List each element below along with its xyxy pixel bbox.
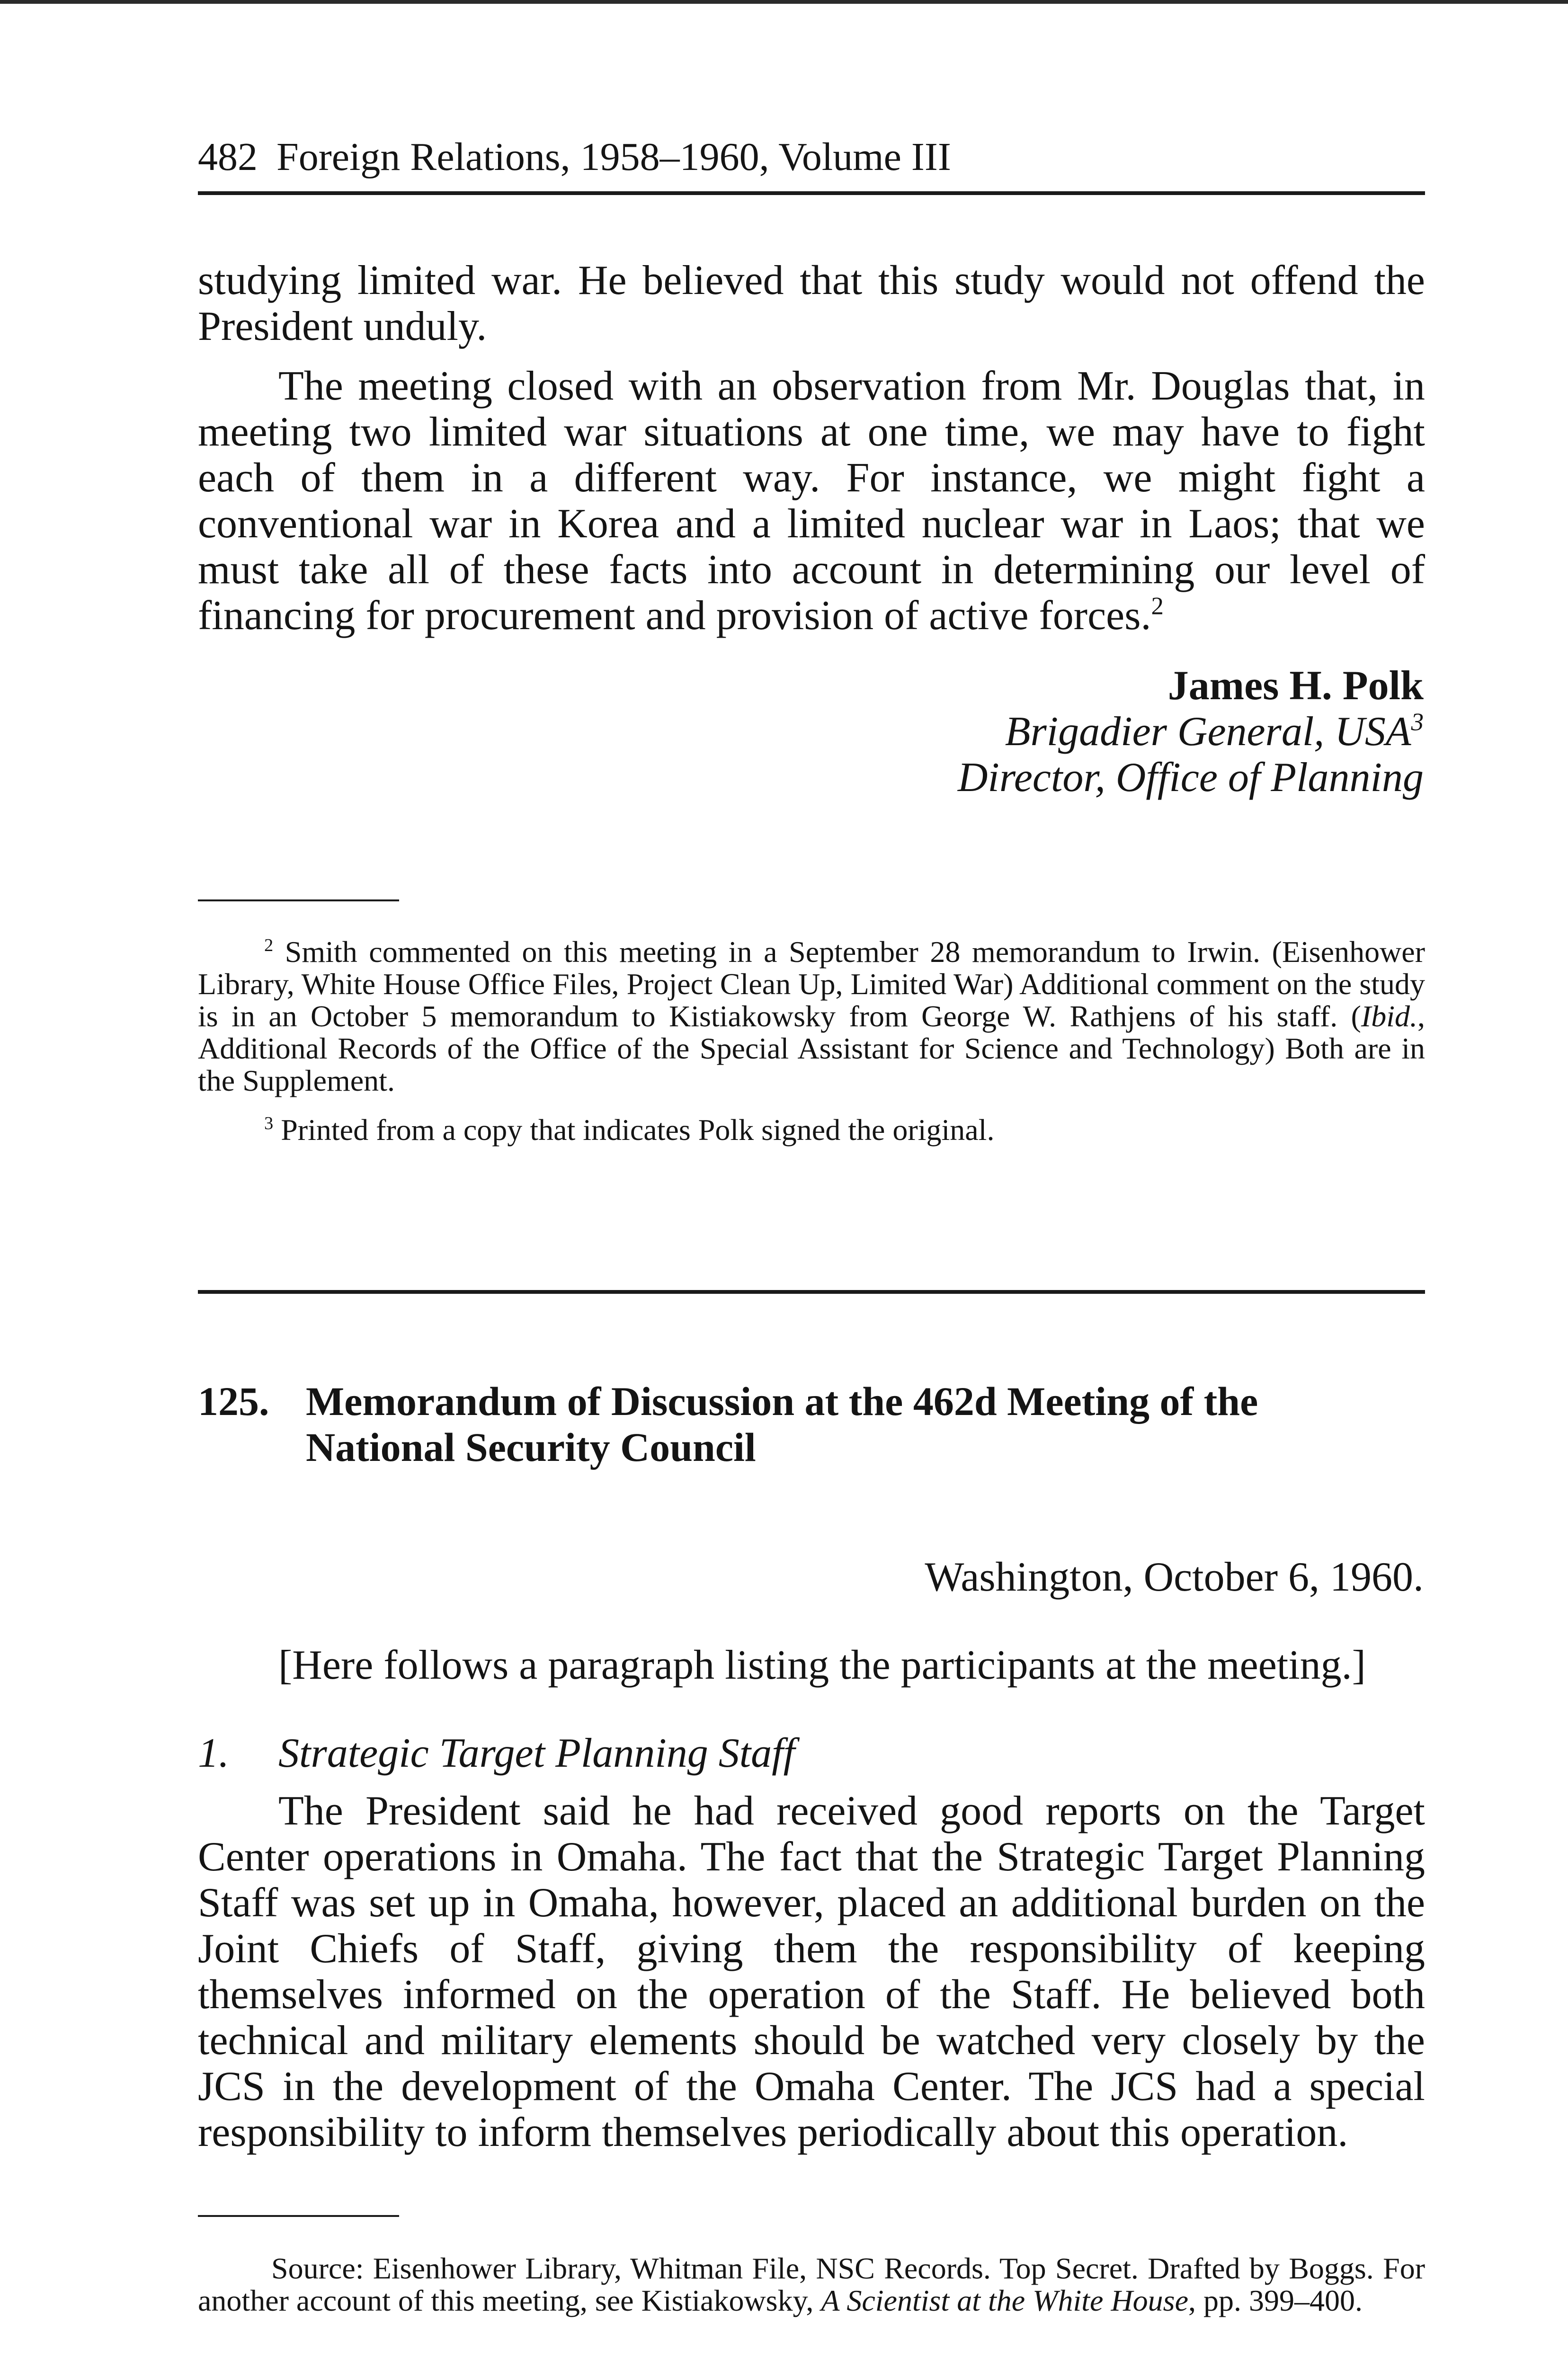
editorial-note: [Here follows a paragraph listing the participants at the meeting.] [278, 1642, 1366, 1688]
signatory-rank-text: Brigadier General, USA [1005, 709, 1411, 755]
agenda-item-heading [198, 1730, 795, 1776]
footnote-3 [198, 1114, 1425, 1146]
source-note-book-title: A Scientist at the White House [821, 2284, 1188, 2317]
running-head [198, 133, 1429, 181]
signature-block [958, 663, 1424, 801]
footnote-marker: 3 [264, 1113, 274, 1133]
continued-paragraph: studying limited war. He believed that this study would not offend the President unduly. [198, 258, 1425, 349]
footnote-marker: 2 [264, 935, 274, 955]
footnote-3-text: Printed from a copy that indicates Polk signed the original. [281, 1113, 995, 1147]
document-number: 125. [198, 1379, 269, 1424]
source-note-pages: , pp. 399–400. [1188, 2284, 1363, 2317]
page-top-edge [0, 0, 1568, 4]
footnote-2 [198, 936, 1425, 1097]
running-head-title: Foreign Relations, 1958–1960, Volume III [276, 135, 951, 179]
source-note-rule [198, 2215, 399, 2217]
closing-paragraph [198, 363, 1425, 639]
agenda-item-title: Strategic Target Planning Staff [278, 1730, 795, 1776]
page-number: 482 [198, 135, 258, 179]
discussion-paragraph: The President said he had received good reports on the Target Center operations in Omaha. The fact that the Strategic Target Planning Staff was set up in Omaha, however, placed an additional burden on the Joint Chiefs of Staff, giving them the responsibility of keeping themselves informed on the operation of the Staff. He believed both technical and military elements should be watched very closely by the JCS in the development of the Omaha Center. The JCS had a special responsibility to inform themselves periodically about this operation. [198, 1788, 1425, 2155]
document-title: Memorandum of Discussion at the 462d Meeting of the National Security Council [306, 1379, 1258, 1470]
footnote-rule [198, 899, 399, 901]
source-note [198, 2252, 1425, 2317]
footnote-ref-3: 3 [1411, 708, 1424, 736]
signatory-rank [958, 709, 1424, 755]
document-heading [198, 1379, 1425, 1470]
footnote-ref-2: 2 [1151, 592, 1164, 620]
running-head-rule [198, 191, 1425, 195]
footnote-2-text-a: Smith commented on this meeting in a September 28 memorandum to Irwin. (Eisenhower Library, White House Office Files, Project Clean Up, Limited War) Additional comment on the study is in an October 5 memorandum to Kistiakowsky from George W. Rathjens of his staff. ( [198, 935, 1425, 1033]
signatory-name: James H. Polk [1167, 663, 1424, 709]
closing-paragraph-text: The meeting closed with an observation from Mr. Douglas that, in meeting two limited war situations at one time, we may have to fight each of them in a different way. For instance, we might fight a conventional war in Korea and a limited nuclear war in Laos; that we must take all of these facts into account in determining our level of financing for procurement and provision of active forces. [198, 363, 1425, 639]
footnote-2-text-b: , Additional Records of the Office of the Special Assistant for Science and Technology) Both are in the Supplement. [198, 999, 1425, 1097]
source-note-text: Source: Eisenhower Library, Whitman File, NSC Records. Top Secret. Drafted by Boggs. For another account of this meeting, see Kistiakowsky, [198, 2251, 1425, 2317]
dateline: Washington, October 6, 1960. [925, 1554, 1424, 1600]
footnote-2-ibid: Ibid. [1361, 999, 1417, 1033]
signatory-position: Director, Office of Planning [957, 755, 1424, 801]
section-divider [198, 1290, 1425, 1294]
agenda-item-number: 1. [198, 1730, 229, 1776]
